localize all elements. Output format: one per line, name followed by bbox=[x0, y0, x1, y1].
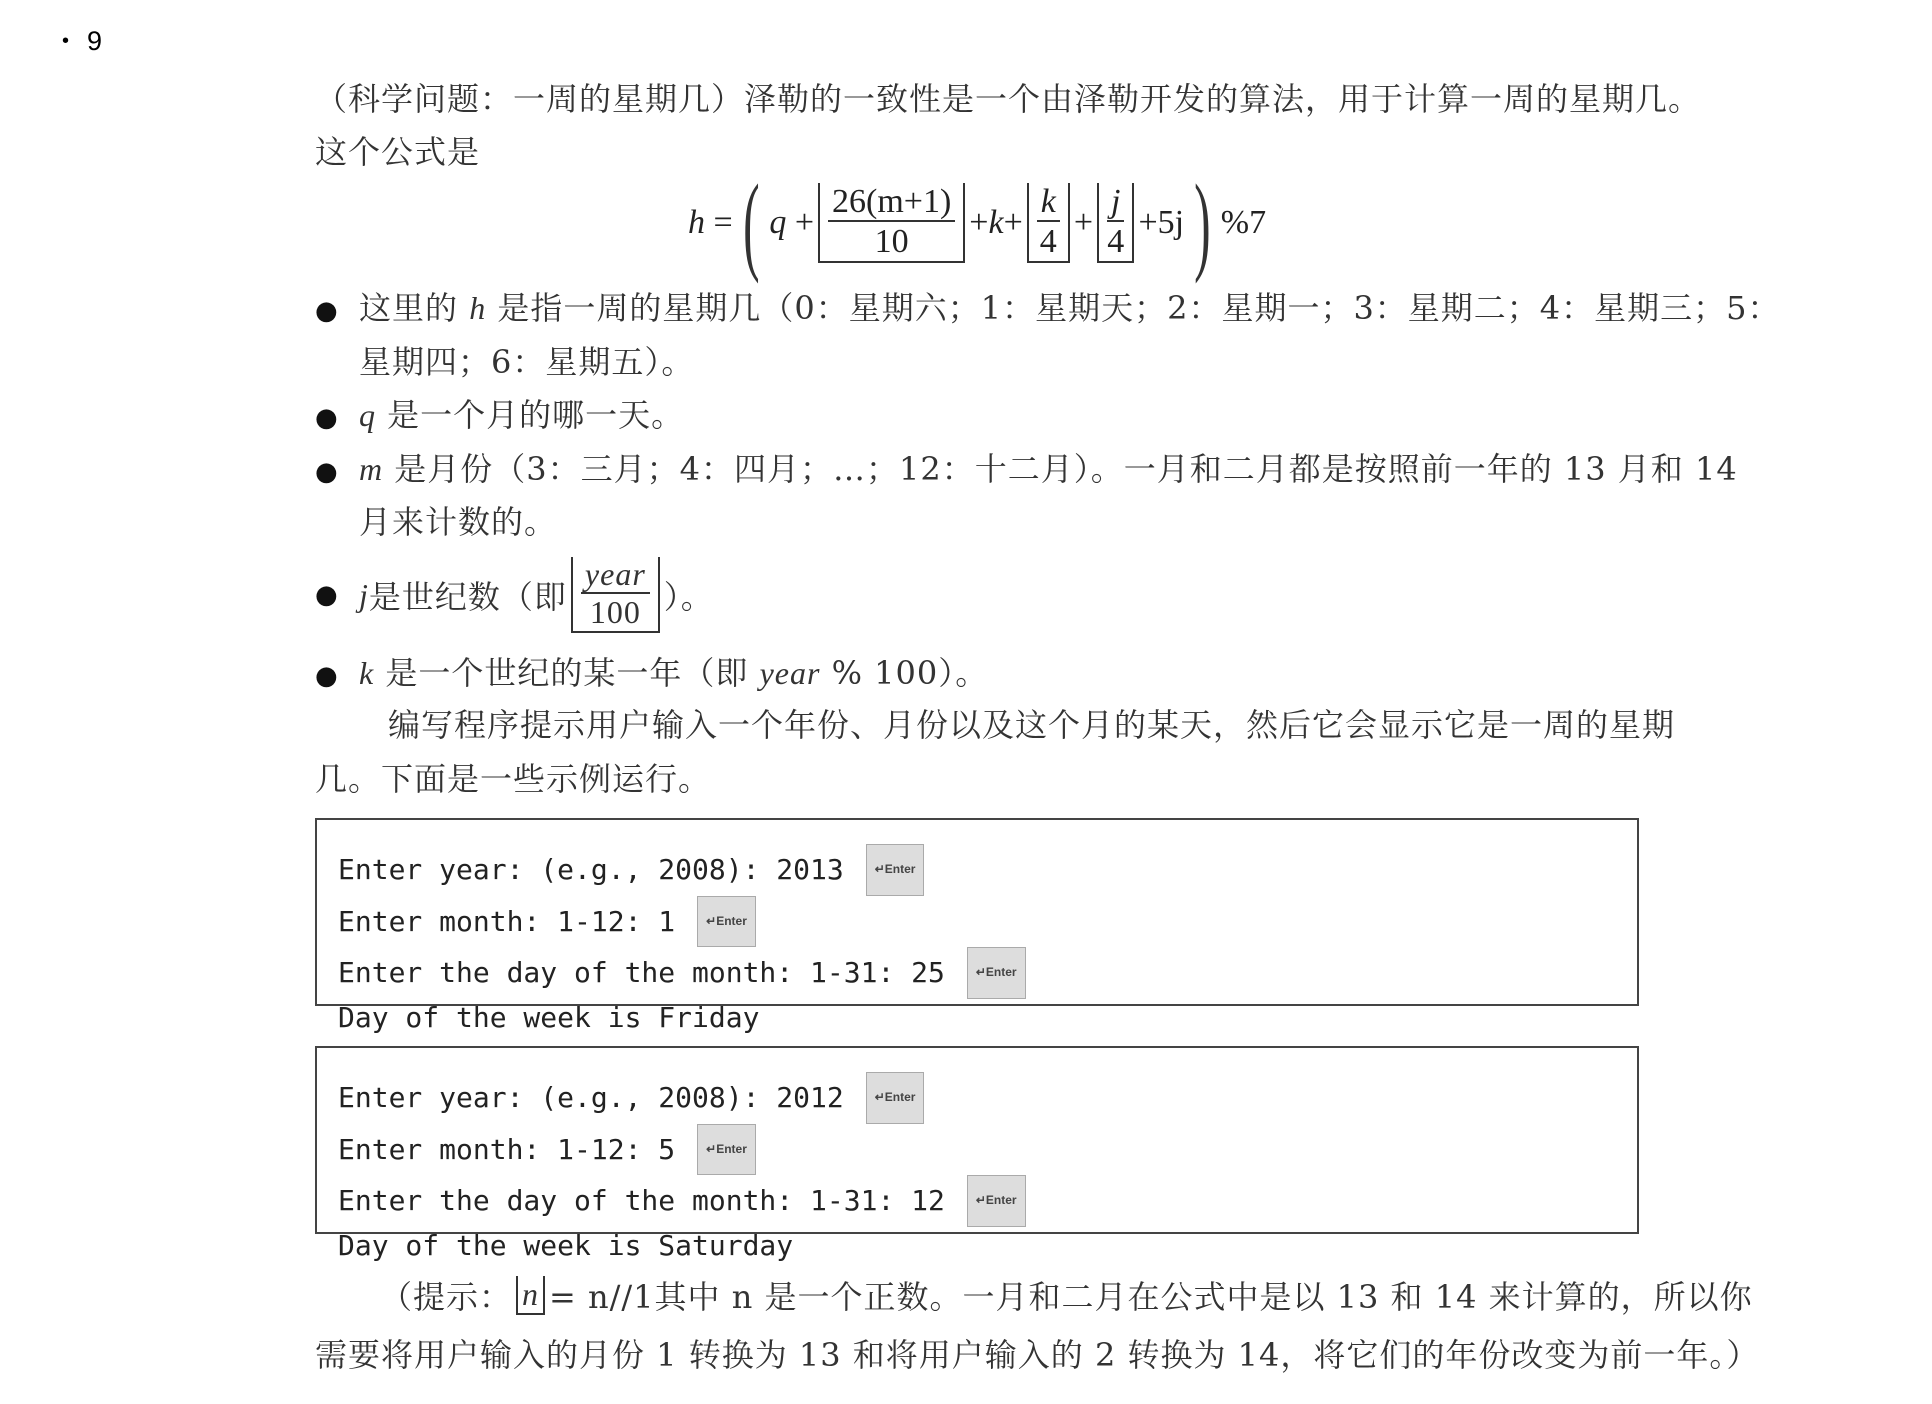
enter-key-icon: ↵Enter bbox=[866, 844, 925, 896]
bullet-h-continued: 星期四；6：星期五）。 bbox=[359, 343, 695, 381]
formula-tail: +5j bbox=[1138, 204, 1185, 241]
run1-line-2: Enter month: 1-12: 1 bbox=[338, 904, 676, 938]
frac2-denominator: 4 bbox=[1039, 223, 1057, 261]
year-denominator: 100 bbox=[589, 594, 641, 631]
enter-key-icon: ↵Enter bbox=[697, 1124, 756, 1176]
formula-k: k bbox=[988, 204, 1004, 241]
bullet-k: ● k 是一个世纪的某一年（即 year % 100）。 bbox=[315, 654, 989, 692]
enter-key-icon: ↵Enter bbox=[866, 1072, 925, 1124]
zeller-formula: h = ( q + $\frac{26(m+1)}{10}$ + k + $\frac{k}{4}$ + $\frac{j}{4}$ +5j ) %7 bbox=[688, 162, 1267, 284]
intro-line-2: 这个公式是 bbox=[315, 133, 481, 171]
task-line-1: 编写程序提示用户输入一个年份、月份以及这个月的某天，然后它会显示它是一周的星期 bbox=[388, 706, 1676, 744]
run1-line-4: Day of the week is Friday bbox=[338, 1000, 760, 1034]
formula-h: h bbox=[688, 204, 705, 241]
frac3-numerator: j bbox=[1107, 183, 1124, 222]
sample-run-1 bbox=[315, 818, 1639, 1034]
enter-key-icon: ↵Enter bbox=[967, 1175, 1026, 1227]
formula-mod: %7 bbox=[1220, 204, 1267, 241]
formula-q: q bbox=[769, 204, 787, 241]
run1-line-3: Enter the day of the month: 1-31: 25 bbox=[338, 956, 945, 989]
frac1-denominator: 10 bbox=[874, 223, 909, 261]
list-marker bbox=[62, 26, 102, 57]
run2-line-3: Enter the day of the month: 1-31: 12 bbox=[338, 1184, 945, 1217]
run2-line-2: Enter month: 1-12: 5 bbox=[338, 1132, 676, 1166]
year-numerator: year bbox=[581, 557, 650, 594]
bullet-m: ● m 是月份（3：三月；4：四月；…；12：十二月）。一月和二月都是按照前一年的 13 月和 14 bbox=[315, 450, 1738, 488]
bullet-h: ● 这里的 h 是指一周的星期几（0：星期六；1：星期天；2：星期一；3：星期二；4：星期三；5： bbox=[315, 289, 1781, 327]
hint-floor-var: n bbox=[522, 1275, 540, 1312]
hint-line-2: 需要将用户输入的月份 1 转换为 13 和将用户输入的 2 转换为 14，将它们的年份改变为前一年。） bbox=[315, 1336, 1760, 1374]
enter-key-icon: ↵Enter bbox=[967, 947, 1026, 999]
run2-line-1: Enter year: (e.g., 2008): 2012 bbox=[338, 1081, 844, 1114]
bullet-q: ● q 是一个月的哪一天。 bbox=[315, 396, 685, 434]
sample-run-2 bbox=[315, 1046, 1639, 1262]
bullet-m-continued: 月来计数的。 bbox=[359, 503, 558, 541]
bullet-dot: • bbox=[62, 30, 70, 52]
run2-line-4: Day of the week is Saturday bbox=[338, 1228, 794, 1262]
bullet-j: ● j 是世纪数（即 $\frac{\text{year}}{100}$ ）。 bbox=[315, 550, 714, 640]
frac2-numerator: k bbox=[1037, 183, 1060, 222]
hint-line-1: （提示： n = n//1其中 n 是一个正数。一月和二月在公式中是以 13 和 14 来计算的，所以你 bbox=[380, 1275, 1753, 1316]
task-line-2: 几。下面是一些示例运行。 bbox=[315, 760, 712, 798]
run1-line-1: Enter year: (e.g., 2008): 2013 bbox=[338, 853, 844, 886]
enter-key-icon: ↵Enter bbox=[697, 896, 756, 948]
frac1-numerator: 26(m+1) bbox=[828, 183, 955, 222]
frac3-denominator: 4 bbox=[1107, 223, 1125, 261]
intro-line-1: （科学问题：一周的星期几）泽勒的一致性是一个由泽勒开发的算法，用于计算一周的星期几。 bbox=[315, 80, 1702, 118]
list-number: 9 bbox=[87, 26, 103, 56]
